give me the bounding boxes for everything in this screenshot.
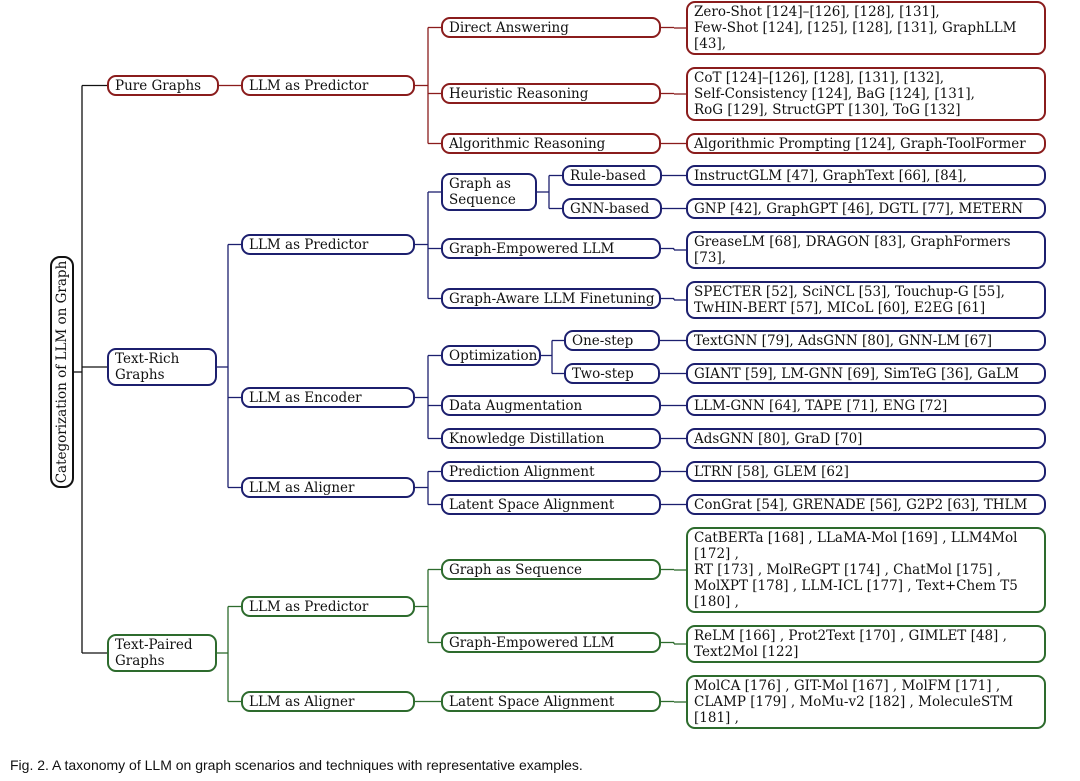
category-node-tp-gellm: Graph-Empowered LLM [441,632,661,653]
example-box-aug-ex: LLM-GNN [64], TAPE [71], ENG [72] [686,395,1046,416]
category-node-gas: Graph as Sequence [441,173,537,211]
example-box-tp-lsa-ex: MolCA [176] , GIT-Mol [167] , MolFM [171] , CLAMP [179] , MoMu-v2 [182] , MoleculeSTM [181] , [686,675,1046,729]
category-node-tr-enc: LLM as Encoder [241,387,415,408]
example-box-heur-ex: CoT [124]–[126], [128], [131], [132], Self-Consistency [124], BaG [124], [131], RoG [129], StructGPT [130], ToG [132] [686,67,1046,121]
category-node-opt: Optimization [441,345,541,366]
category-node-pa: Prediction Alignment [441,461,661,482]
category-node-lsa: Latent Space Alignment [441,494,661,515]
example-box-rule-ex: InstructGLM [47], GraphText [66], [84], [686,165,1046,186]
example-box-one-ex: TextGNN [79], AdsGNN [80], GNN-LM [67] [686,330,1046,351]
category-node-direct: Direct Answering [441,17,661,38]
example-box-galf-ex: SPECTER [52], SciNCL [53], Touchup-G [55], TwHIN-BERT [57], MICoL [60], E2EG [61] [686,281,1046,319]
category-node-kd: Knowledge Distillation [441,428,661,449]
example-box-gnnb-ex: GNP [42], GraphGPT [46], DGTL [77], METERN [686,198,1046,219]
category-node-gnnb: GNN-based [562,198,662,219]
category-node-aug: Data Augmentation [441,395,661,416]
category-node-tr-pred: LLM as Predictor [241,234,415,255]
category-node-tr-align: LLM as Aligner [241,477,415,498]
example-box-two-ex: GIANT [59], LM-GNN [69], SimTeG [36], GaLM [686,363,1046,384]
category-node-tp-lsa: Latent Space Alignment [441,691,661,712]
example-box-lsa-ex: ConGrat [54], GRENADE [56], G2P2 [63], THLM [686,494,1046,515]
category-node-tp-gas: Graph as Sequence [441,559,661,580]
category-node-galf: Graph-Aware LLM Finetuning [441,288,661,309]
category-node-tp-pred: LLM as Predictor [241,596,415,617]
example-box-algo-ex: Algorithmic Prompting [124], Graph-ToolFormer [686,133,1046,154]
category-node-tr: Text-Rich Graphs [107,348,217,386]
root-node [50,256,74,488]
category-node-one: One-step [564,330,660,351]
example-box-direct-ex: Zero-Shot [124]–[126], [128], [131], Few-Shot [124], [125], [128], [131], GraphLLM [43], [686,1,1046,55]
category-node-heur: Heuristic Reasoning [441,83,661,104]
root-label: Categorization of LLM on Graph [54,260,70,484]
example-box-gellm-ex: GreaseLM [68], DRAGON [83], GraphFormers [73], [686,231,1046,269]
category-node-rule: Rule-based [562,165,662,186]
category-node-tp: Text-Paired Graphs [107,634,217,672]
category-node-algo: Algorithmic Reasoning [441,133,661,154]
example-box-tp-gas-ex: CatBERTa [168] , LLaMA-Mol [169] , LLM4Mol [172] , RT [173] , MolReGPT [174] , ChatMol [175] , MolXPT [178] , LLM-ICL [177] , Text+Chem T5 [180] , [686,527,1046,613]
example-box-pa-ex: LTRN [58], GLEM [62] [686,461,1046,482]
category-node-two: Two-step [564,363,660,384]
category-node-gellm: Graph-Empowered LLM [441,238,661,259]
category-node-tp-align: LLM as Aligner [241,691,415,712]
example-box-tp-gellm-ex: ReLM [166] , Prot2Text [170] , GIMLET [48] , Text2Mol [122] [686,625,1046,663]
figure-caption: Fig. 2. A taxonomy of LLM on graph scenarios and techniques with representative examples. [10,757,583,773]
example-box-kd-ex: AdsGNN [80], GraD [70] [686,428,1046,449]
category-node-pure-pred: LLM as Predictor [241,75,415,96]
category-node-pure: Pure Graphs [107,75,219,96]
